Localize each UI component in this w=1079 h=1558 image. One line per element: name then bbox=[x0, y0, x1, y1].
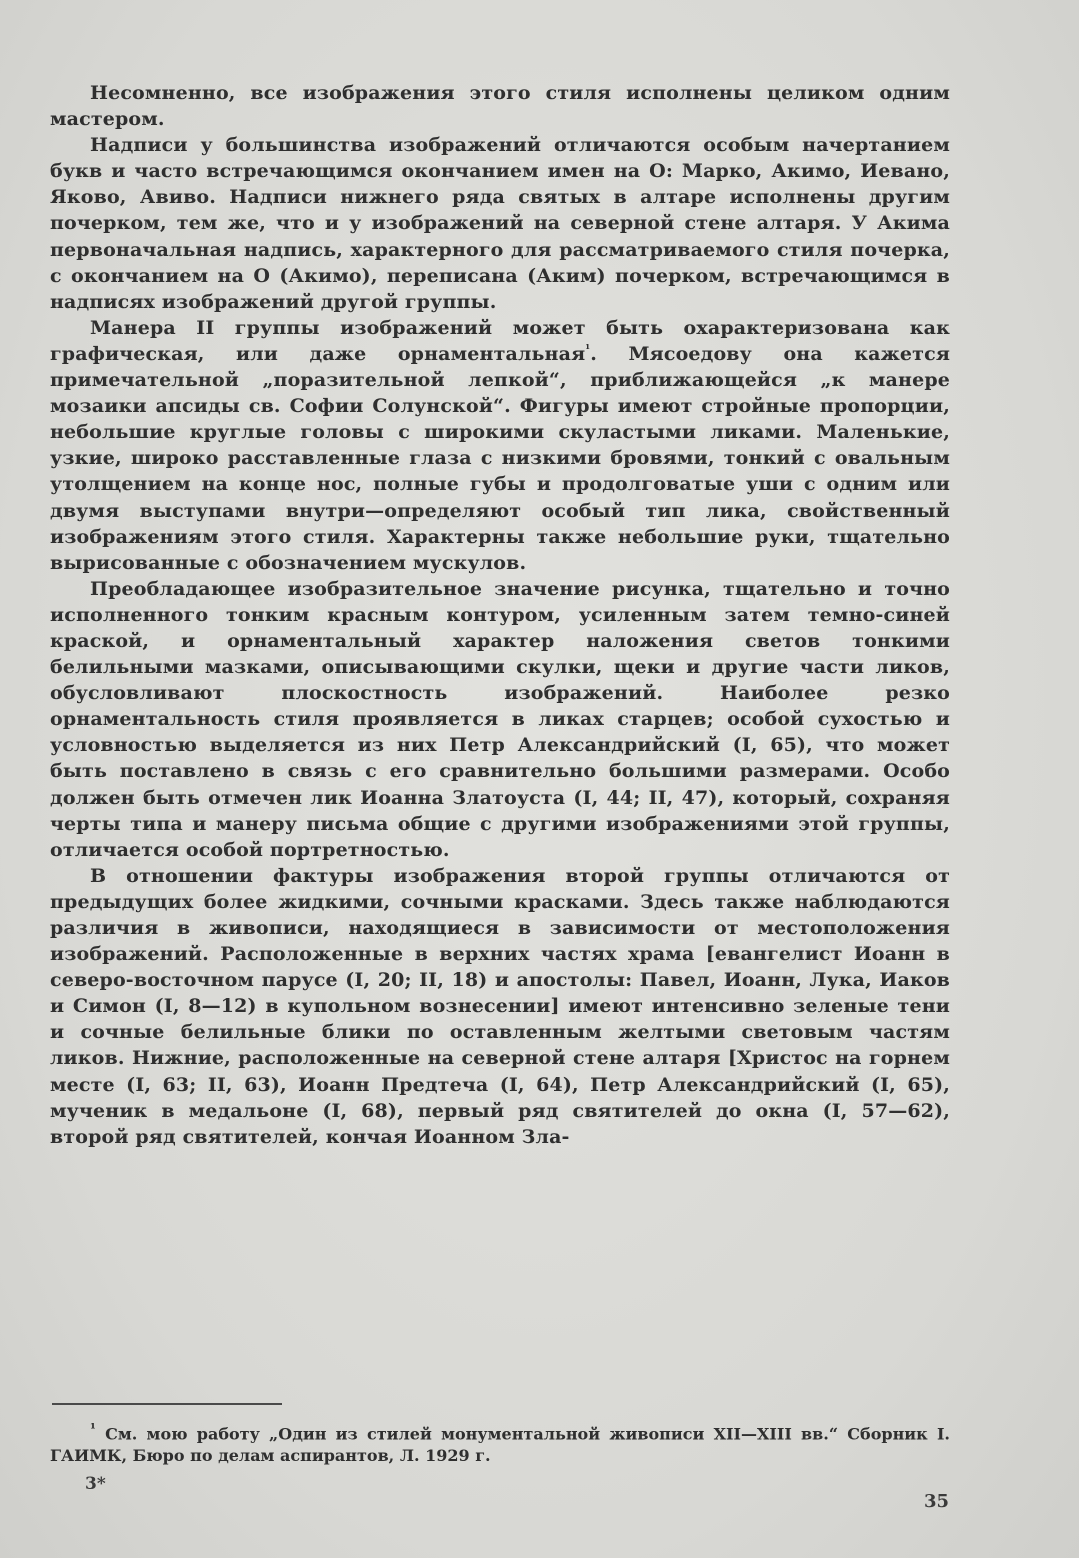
page-number: 35 bbox=[924, 1491, 950, 1512]
footnote-divider bbox=[52, 1403, 282, 1405]
paragraph-4: Преобладающее изобразительное значение рисунка, тщательно и точно исполненного тонким красным контуром, усиленным затем темно-синей краской, и орнаментальный характер наложения светов тонкими белильными мазками, описывающими скулки, щеки и другие части ликов, обусловливают плоскостность изображений. Наиболее резко орнаментальность стиля проявляется в ликах старцев; особой сухостью и условностью выделяется из них Петр Александрийский (I, 65), что может быть поставлено в связь с его сравнительно большими размерами. Особо должен быть отмечен лик Иоанна Златоуста (I, 44; II, 47), который, сохраняя черты типа и манеру письма общие с другими изображениями этой группы, отличается особой портретностью. bbox=[50, 577, 950, 861]
paragraph-2: Надписи у большинства изображений отличаются особым начертанием букв и часто встречающимся окончанием имен на О: Марко, Акимо, Иевано, Яково, Авиво. Надписи нижнего ряда святых в алтаре исполнены другим почерком, тем же, что и у изображений на северной стене алтаря. У Акима первоначальная надпись, характерного для рассматриваемого стиля почерка, с окончанием на О (Акимо), переписана (Аким) почерком, встречающимся в надписях изображений другой группы. bbox=[50, 134, 950, 313]
body-text bbox=[50, 80, 950, 1150]
paragraph-3-start: Манера II группы изображений может быть охарактеризована как графическая, или даже орнаментальная bbox=[50, 316, 950, 365]
footnote-text: См. мою работу „Один из стилей монументальной живописи XII—XIII вв.“ Сборник I. ГАИМК, Бюро по делам аспирантов, Л. 1929 г. bbox=[50, 1424, 950, 1466]
paragraph-1: Несомненно, все изображения этого стиля исполнены целиком одним мастером. bbox=[50, 82, 950, 131]
paragraph-3-rest: Мясоедову она кажется примечательной „поразительной лепкой“, приближающейся „к манере мозаики апсиды св. Софии Солунской“. Фигуры имеют стройные пропорции, небольшие круглые головы с широкими скуластыми ликами. Маленькие, узкие, широко расставленные глаза с низкими бровями, тонкий с овальным утолщением на конце нос, полные губы и продолговатые уши с одним или двумя выступами внутри—определяют особый тип лика, свойственный изображениям этого стиля. Характерны также небольшие руки, тщательно вырисованные с обозначением мускулов. bbox=[50, 342, 951, 574]
paragraph-5: В отношении фактуры изображения второй группы отличаются от предыдущих более жидкими, сочными красками. Здесь также наблюдаются различия в живописи, находящиеся в зависимости от местоположения изображений. Расположенные в верхних частях храма [евангелист Иоанн в северо-восточном парусе (I, 20; II, 18) и апостолы: Павел, Иоанн, Лука, Иаков и Симон (I, 8—12) в купольном вознесении] имеют интенсивно зеленые тени и сочные белильные блики по оставленным желтыми световым частям ликов. Нижние, расположенные на северной стене алтаря [Христос на горнем месте (I, 63; II, 63), Иоанн Предтеча (I, 64), Петр Александрийский (I, 65), мученик в медальоне (I, 68), первый ряд святителей до окна (I, 57—62), второй ряд святителей, кончая Иоанном Зла- bbox=[50, 864, 950, 1148]
signature-mark: 3* bbox=[85, 1474, 106, 1494]
paragraph-3: Манера II группы изображений может быть охарактеризована как графическая, или даже орнаментальная$^{^1}$. Мясоедову она кажется примечательной „поразительной лепкой“, приближающейся „к манере мозаики апсиды св. Софии Солунской“. Фигуры имеют стройные пропорции, небольшие круглые головы с широкими скуластыми ликами. Маленькие, узкие, широко расставленные глаза с низкими бровями, тонкий с овальным утолщением на конце нос, полные губы и продолговатые уши с одним или двумя выступами внутри—определяют особый тип лика, свойственный изображениям этого стиля. Характерны также небольшие руки, тщательно вырисованные с обозначением мускулов. bbox=[50, 316, 951, 574]
footnote-marker: ¹ bbox=[90, 1421, 96, 1437]
footnote bbox=[50, 1418, 950, 1467]
footnote-reference[interactable]: ¹ bbox=[585, 342, 591, 356]
